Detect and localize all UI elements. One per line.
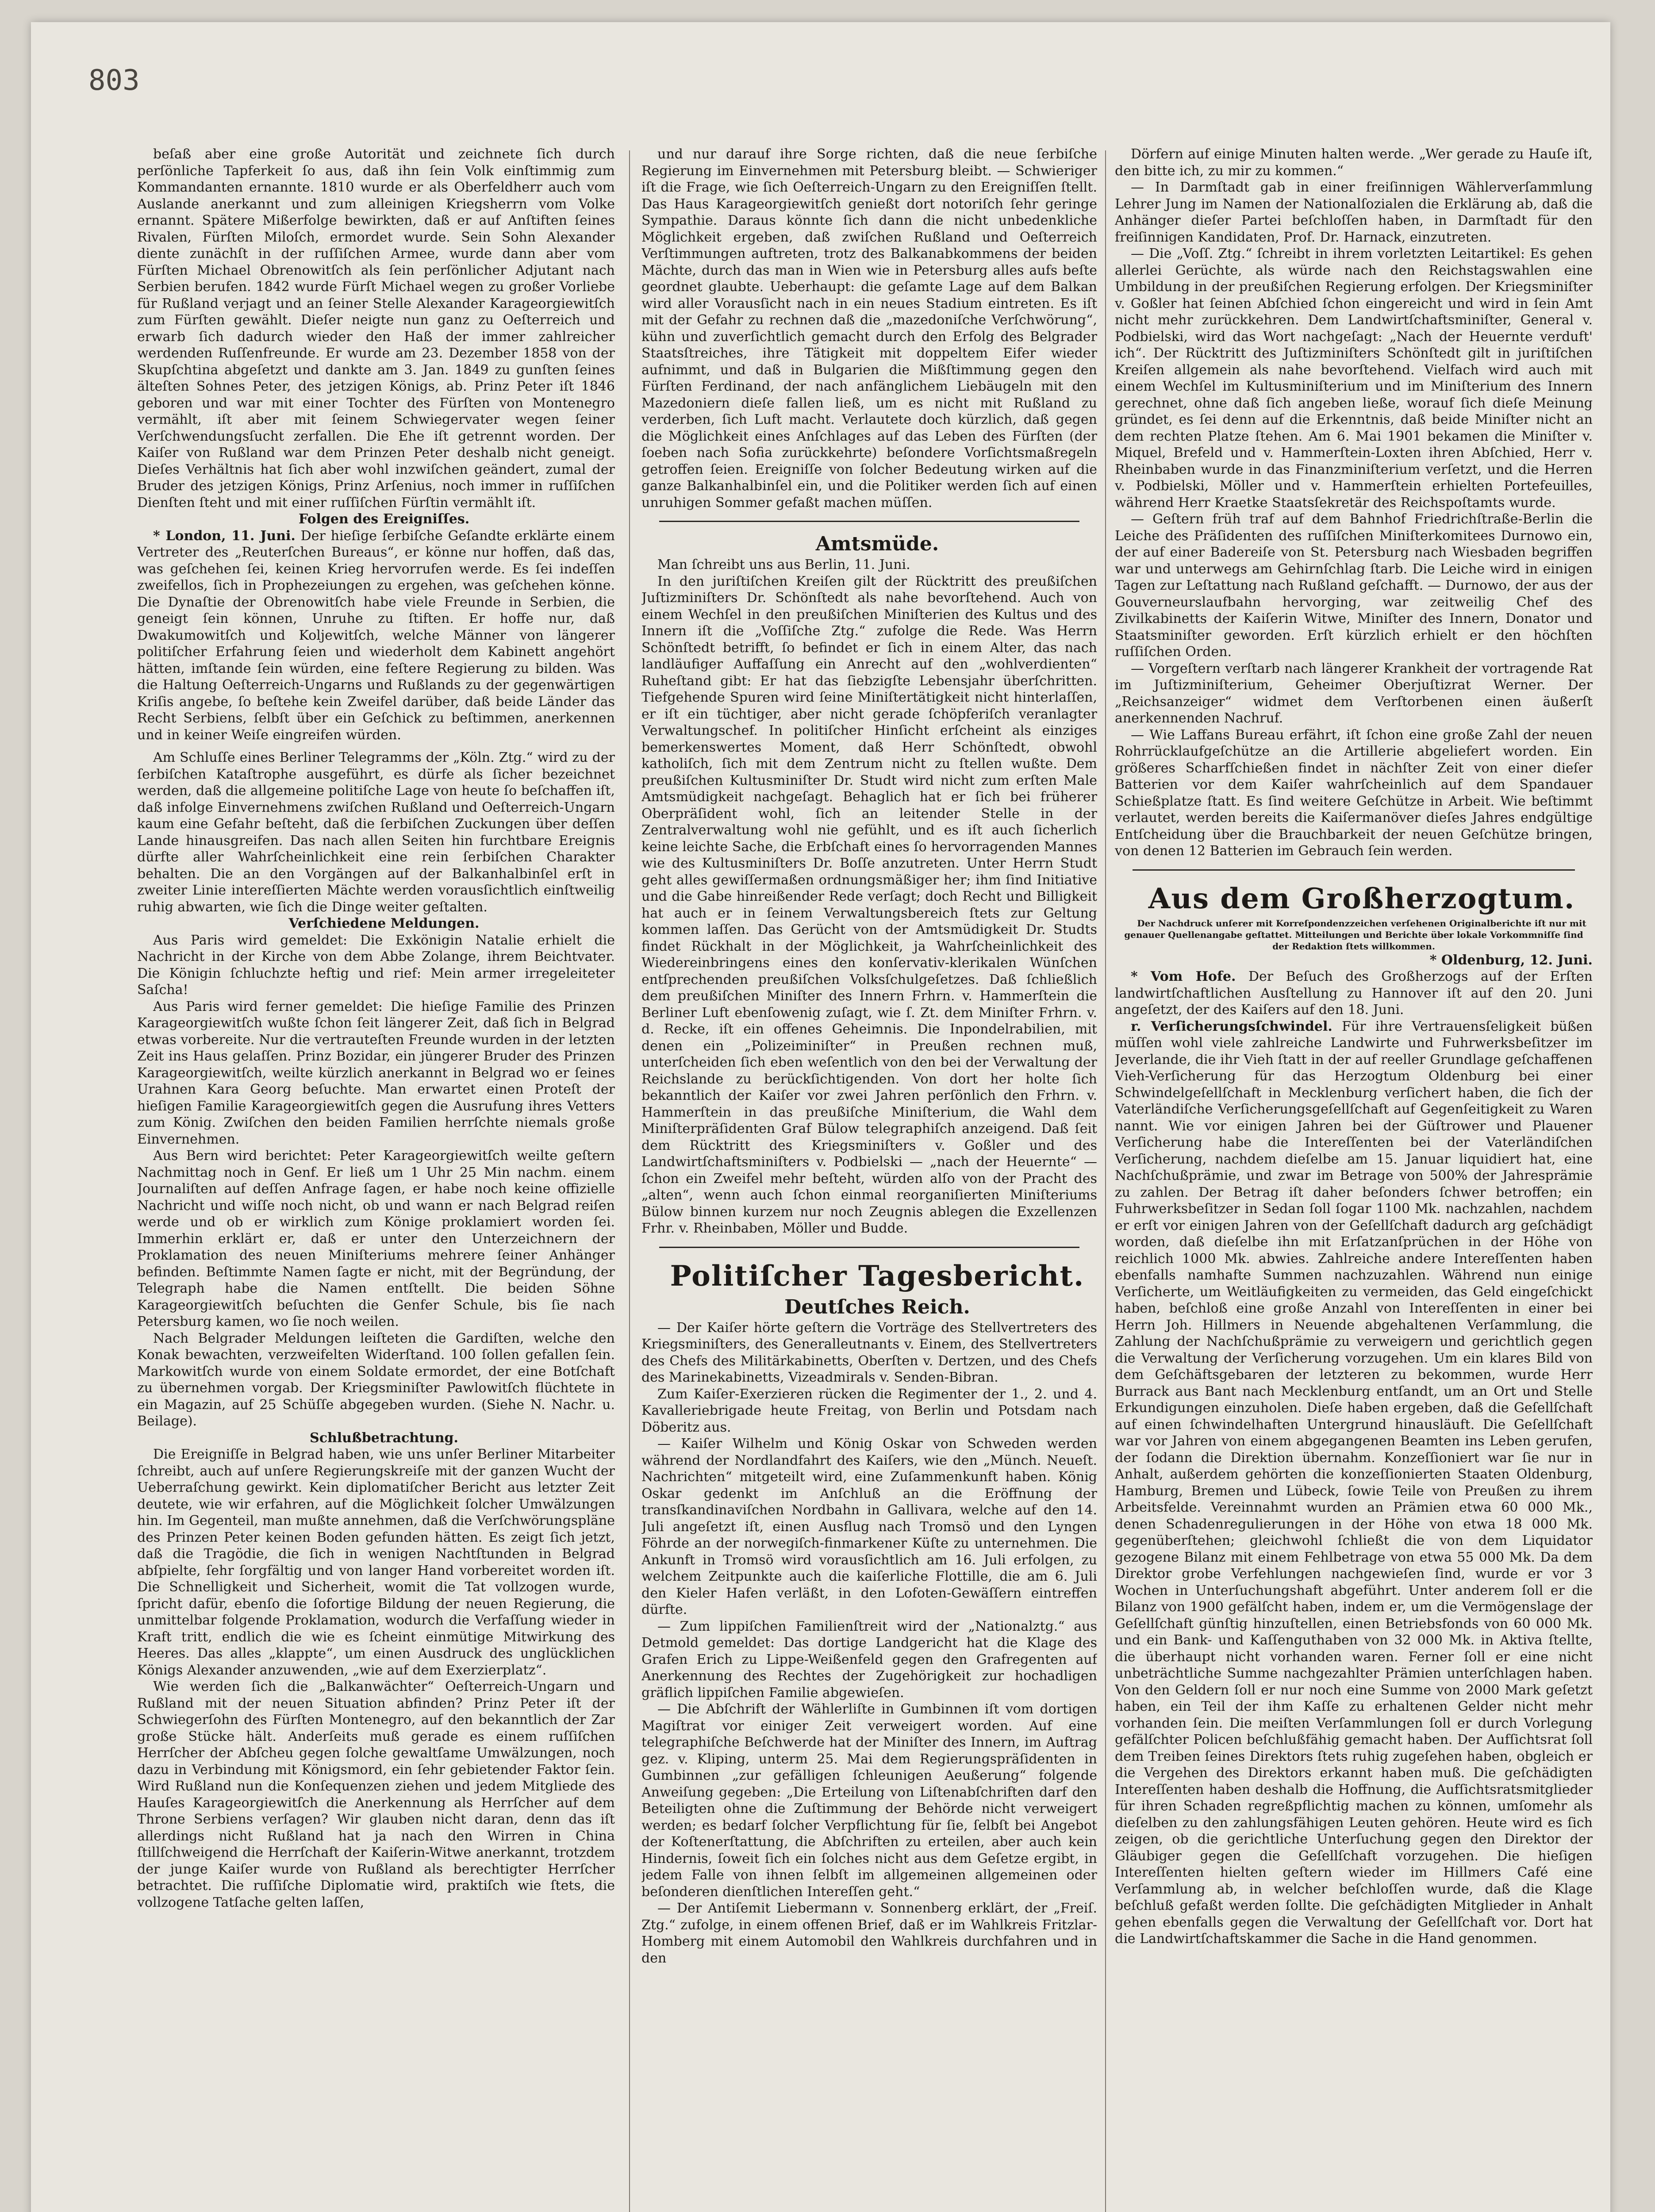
- section-subheading: Deutſches Reich.: [784, 1295, 970, 1318]
- article-paragraph: — Der Kaiſer hörte geſtern die Vorträge des Stellvertreters des Kriegsminiſters, des Generalleutnants v. Einem, des Stellvertreters des Chefs des Militärkabinetts, Oberſten v. Dertzen, und des Chefs des Marinekabinetts, Vizeadmirals v. Senden-Bibran.: [641, 1320, 1097, 1385]
- section-subheading: Folgen des Ereigniſſes.: [298, 511, 470, 527]
- section-rule: [659, 1247, 1079, 1248]
- article-paragraph: Am Schluſſe eines Berliner Telegramms der „Köln. Ztg.“ wird zu der ſerbiſchen Kataſtrophe ausgeführt, es dürfe als ſicher bezeichnet werden, daß die allgemeine politiſche Lage von heute ſo beſchaffen iſt, daß infolge Einvernehmens zwiſchen Rußland und Oeſterreich-Ungarn kaum eine Gefahr beſteht, daß die ſerbiſchen Zuckungen über deſſen Lande hinausgreifen. Das nach allen Seiten hin furchtbare Ereignis dürfte aller Wahrſcheinlichkeit eine rein ſerbiſchen Charakter behalten. Die an den Vorgängen auf der Balkanhalbinſel erſt in zweiter Linie intereſſierten Mächte werden vorausſichtlich einſtweilig ruhig abwarten, wie ſich die Dinge weiter geſtalten.: [137, 750, 615, 915]
- article-paragraph: [1115, 968, 1593, 1018]
- article-paragraph: Dörfern auf einige Minuten halten werde. „Wer gerade zu Hauſe iſt, den bitte ich, zu mir zu kommen.“: [1115, 146, 1593, 179]
- dateline: * London, 11. Juni.: [153, 528, 296, 544]
- article-paragraph: [137, 528, 615, 744]
- column-2: [641, 146, 1097, 2212]
- paragraph-text: Für ihre Vertrauensſeligkeit büßen müſſen wohl viele zahlreiche Landwirte und Fuhrwerksbeſitzer im Jeverlande, die ihr Vieh ſtatt in der auf reeller Grundlage geſchaffenen Vieh-Verſicherung für das Herzogtum Oldenburg bei einer Schwindelgeſellſchaft in Mecklenburg verſichert haben, die ſich der Vaterländiſche Verſicherungsgeſellſchaft auf Gegenſeitigkeit zu Waren nannt. Wie vor einigen Jahren bei der Güſtrower und Plauener Verſicherung habe die Intereſſenten bei der Vaterländiſchen Verſicherung, nachdem dieſelbe am 15. Januar liquidiert hat, eine Nachſchußprämie, und zwar im Betrage von 500% der Jahresprämie zu zahlen. Der Betrag iſt daher beſonders ſchwer betroffen; ein Fuhrwerksbeſitzer in Sedan ſoll ſogar 1100 Mk. nachzahlen, nachdem er erſt vor einigen Jahren von der Geſellſchaft dadurch arg geſchädigt worden, daß dieſelbe ihn mit Erſatzanſprüchen in der Höhe von reichlich 1000 Mk. abwies. Zahlreiche andere Intereſſenten haben ebenfalls namhafte Summen nachzuzahlen. Während nun einige Verſicherte, um Weitläufigkeiten zu vermeiden, das Geld eingeſchickt haben, beſchloß eine große Anzahl von Intereſſenten in einer bei Herrn Joh. Hillmers in Neuende abgehaltenen Verſammlung, die Zahlung der Nachſchußprämie zu verweigern und gerichtlich gegen die Verwaltung der Verſicherung vorzugehen. Um ein klares Bild von dem Geſchäftsgebaren der letzteren zu bekommen, wurde Herr Burrack aus Bant nach Mecklenburg entſandt, um an Ort und Stelle Erkundigungen einzuholen. Dieſe haben ergeben, daß die Geſellſchaft auf einen ſchwindelhaften Untergrund hinausläuft. Die Geſellſchaft war vor Jahren von einem abgegangenen Beamten ins Leben gerufen, der ſodann die Direktion übernahm. Konzeſſioniert war ſie nur in Anhalt, außerdem gehörten die konzeſſionierten Staaten Oldenburg, Hamburg, Bremen und Lübeck, ſowie Teile von Preußen zu ihrem Arbeitsfelde. Vereinnahmt wurden an Prämien etwa 60 000 Mk., denen Schadenregulierungen in der Höhe von etwa 18 000 Mk. gegenüberſtehen; gleichwohl ſchließt die von dem Liquidator gezogene Bilanz mit einem Fehlbetrage von etwa 55 000 Mk. Da dem Direktor grobe Verfehlungen nachgewieſen ſind, wurde er vor 3 Wochen in Unterſuchungshaft abgeführt. Unter anderem ſoll er die Bilanz von 1900 gefälſcht haben, indem er, um die Vermögenslage der Geſellſchaft günſtig hinzuſtellen, einen Betriebsfonds von 60 000 Mk. und ein Bank- und Kaſſenguthaben von 32 000 Mk. in Aktiva ſtellte, die überhaupt nicht vorhanden waren. Ferner ſoll er eine nicht unbeträchtliche Summe nachgezahlter Prämien unterſchlagen haben. Von den Geldern ſoll er nur noch eine Summe von 2000 Mark geſetzt haben, ein Teil der ihm Kaſſe zu erhaltenen Gelder nicht mehr vorhanden ſein. Die meiſten Verſammlungen ſoll er durch Vorlegung gefälſchter Policen beſchlußfähig gemacht haben. Der Aufſichtsrat ſoll dem Treiben ſeines Direktors ſtets ruhig zugeſehen haben, obgleich er die Vergehen des Direktors erkannt haben muß. Die geſchädigten Intereſſenten haben deshalb die Hoffnung, die Aufſichtsratsmitglieder für ihren Schaden regreßpflichtig machen zu können, umſomehr als dieſelben zu den zahlungsfähigen Leuten gehören. Heute wird es ſich zeigen, ob die gerichtliche Unterſuchung gegen den Direktor der Gläubiger gegen die Geſellſchaft vorzugehen. Die hieſigen Intereſſenten hielten geſtern wieder im Hillmers Café eine Verſammlung ab, in welcher beſchloſſen wurde, daß die Klage beſchluß gefaßt werden ſollte. Die geſchädigten Mitglieder in Anhalt gehen ebenfalls gegen die Verwaltung der Geſellſchaft vor. Dort hat die Landwirtſchaftskammer die Sache in die Hand genommen.: [1115, 1018, 1593, 1947]
- article-paragraph: Nach Belgrader Meldungen leiſteten die Gardiſten, welche den Konak bewachten, verzweifelten Widerſtand. 100 ſollen gefallen ſein. Markowitſch wurde von einem Soldate ermordet, der eine Botſchaft zu übernehmen vorgab. Der Kriegsminiſter Pawlowitſch flüchtete in ein Magazin, auf 25 Schüſſe abgegeben wurden. (Siehe N. Nachr. u. Beilage).: [137, 1330, 615, 1429]
- article-paragraph: — Zum lippiſchen Familienſtreit wird der „Nationalztg.“ aus Detmold gemeldet: Das dortige Landgericht hat die Klage des Grafen Erich zu Lippe-Weißenfeld gegen den Grafregenten auf Anerkennung des Rechtes der Zugehörigkeit zur hochadligen gräflich lippiſchen Familie abgewieſen.: [641, 1618, 1097, 1701]
- newspaper-page: [31, 22, 1610, 2212]
- reprint-notice: Der Nachdruck unſerer mit Korreſpondenzzeichen verſehenen Originalberichte iſt nur mit genauer Quellenangabe geſtattet. Mitteilungen und Berichte über lokale Vorkommniſſe ſind der Redaktion ſtets willkommen.: [1124, 918, 1586, 952]
- item-lead: * Vom Hofe.: [1131, 969, 1236, 984]
- paragraph-text: Der Beſuch des Großherzogs auf der Erſten landwirtſchaftlichen Ausſtellung zu Hannover iſt auf den 20. Juni angeſetzt, der des Kaiſers auf den 18. Juni.: [1115, 969, 1593, 1018]
- section-subheading: Schlußbetrachtung.: [310, 1430, 458, 1446]
- article-paragraph: — Die Abſchrift der Wählerliſte in Gumbinnen iſt vom dortigen Magiſtrat vor einiger Zeit verweigert worden. Auf eine telegraphiſche Beſchwerde hat der Miniſter des Innern, im Auftrag gez. v. Kliping, unterm 25. Mai dem Regierungspräſidenten in Gumbinnen „zur gefälligen ſchleunigen Aeußerung“ folgende Anweiſung gegeben: „Die Erteilung von Liſtenabſchriften darf den Beteiligten ohne die Zuſtimmung der Behörde nicht verweigert werden; es bedarf ſolcher Verpflichtung für ſie, ſelbſt bei Angebot der Koſtenerſtattung, die Abſchriften zu erteilen, aber auch kein Hindernis, ſoweit ſich ein ſolches nicht aus dem Geſetze ergibt, in jedem Falle von ihnen ſelbſt im allgemeinen allgemeinen oder beſonderen dienſtlichen Intereſſen geht.“: [641, 1701, 1097, 1900]
- section-headline: Politiſcher Tagesbericht.: [670, 1259, 1085, 1293]
- column-3: [1115, 146, 1593, 2212]
- article-paragraph: Man ſchreibt uns aus Berlin, 11. Juni.: [657, 557, 910, 572]
- article-paragraph: — In Darmſtadt gab in einer freiſinnigen Wählerverſammlung Lehrer Jung im Namen der Nationalſozialen die Erklärung ab, daß die Anhänger dieſer Partei beſchloſſen haben, in Darmſtadt für den freiſinnigen Kandidaten, Prof. Dr. Harnack, einzutreten.: [1115, 180, 1593, 245]
- paragraph-text: Der hieſige ſerbiſche Geſandte erklärte einem Vertreter des „Reuterſchen Bureaus“, er könne nur hoffen, daß das, was geſchehen ſei, keinen Krieg hervorrufen werde. Es ſei indeſſen zweifellos, ſich in Prophezeiungen zu ergehen, was geſchehen könne. Die Dynaſtie der Obrenowitſch habe viele Freunde in Serbien, die geneigt ſein können, Unruhe zu ſtiften. Er hoffe nur, daß Dwakumowitſch und Koljewitſch, welche Männer von längerer politiſcher Erfahrung ſeien und wiederholt dem Kabinett angehört hätten, imſtande ſein würden, eine feſtere Regierung zu bilden. Was die Haltung Oeſterreich-Ungarns und Rußlands zu der gegenwärtigen Kriſis angebe, ſo beſtehe kein Zweifel darüber, daß beide Länder das Recht Serbiens, ſelbſt über ein Geſchick zu beſtimmen, anerkennen und in keiner Weiſe eingreifen würden.: [137, 528, 615, 743]
- article-paragraph: — Geſtern früh traf auf dem Bahnhof Friedrichſtraße-Berlin die Leiche des Präſidenten des ruſſiſchen Miniſterkomitees Durnowo ein, der auf einer Badereiſe von St. Petersburg nach Wiesbaden begriffen war und unterwegs am Gehirnſchlag ſtarb. Die Leiche wird in einigen Tagen zur Leſtattung nach Rußland geſchafft. — Durnowo, der aus der Gouverneurslaufbahn hervorging, war zeitweilig Chef des Zivilkabinetts der Kaiſerin Witwe, Miniſter des Innern, Donator und Staatsminiſter geworden. Erſt kürzlich erhielt er den höchſten ruſſiſchen Orden.: [1115, 511, 1593, 660]
- section-subheading: Verſchiedene Meldungen.: [288, 916, 480, 931]
- section-rule: [1133, 869, 1575, 871]
- page-number: 803: [88, 64, 140, 97]
- article-paragraph: — Kaiſer Wilhelm und König Oskar von Schweden werden während der Nordlandfahrt des Kaiſers, wie den „Münch. Neueſt. Nachrichten“ mitgeteilt wird, eine Zuſammenkunft haben. König Oskar gedenkt im Anſchluß an die Eröffnung der transſkandinaviſchen Nordbahn in Gallivara, welche auf den 14. Juli angeſetzt iſt, einen Ausflug nach Tromsö und den Lyngen Föhrde an der norwegiſch-finmarkener Küſte zu unternehmen. Die Ankunft in Tromsö wird vorausſichtlich am 16. Juli erfolgen, zu welchem Zeitpunkte auch die kaiſerliche Flottille, die am 6. Juli den Kieler Hafen verläßt, in den Lofoten-Gewäſſern eintreffen dürfte.: [641, 1436, 1097, 1617]
- column-divider: [629, 150, 630, 2212]
- section-headline: Aus dem Großherzogtum.: [1148, 882, 1575, 915]
- article-paragraph: In den juriſtiſchen Kreiſen gilt der Rücktritt des preußiſchen Juſtizminiſters Dr. Schönſtedt als nahe bevorſtehend. Auch von einem Wechſel in den preußiſchen Miniſterien des Kultus und des Innern iſt die „Voſſiſche Ztg.“ zufolge die Rede. Was Herrn Schönſtedt betrifft, ſo befindet er ſich in einem Alter, das nach landläufiger Auffaſſung ein Anrecht auf den „wohlverdienten“ Ruheſtand gibt: Er hat das ſiebzigſte Lebensjahr überſchritten. Tiefgehende Spuren wird ſeine Miniſtertätigkeit nicht hinterlaſſen, er iſt ein tüchtiger, aber nicht gerade ſchöpferiſch veranlagter Verwaltungschef. In politiſcher Hinſicht erſcheint als einziges bemerkenswertes Moment, daß Herr Schönſtedt, obwohl katholiſch, ſich mit dem Zentrum nicht zu ſtellen wußte. Dem preußiſchen Kultusminiſter Dr. Studt wird nicht zum erſten Male Amtsmüdigkeit nachgeſagt. Behaglich hat er ſich bei früherer Oberpräſident wohl, ſich an leitender Stelle in der Zentralverwaltung wohl nie gefühlt, und es iſt auch ſicherlich keine leichte Sache, die Erbſchaft eines ſo hervorragenden Mannes wie des Kultusminiſters Dr. Boſſe anzutreten. Unter Herrn Studt geht alles gewiſſermaßen ordnungsmäßiger her; ihm ſind Initiative und die Gabe hinreißender Rede verſagt; doch Recht und Billigkeit hat auch er in ſeinem Verwaltungsbereich ſtets zur Geltung kommen laſſen. Das Gerücht von der Amtsmüdigkeit Dr. Studts findet Rückhalt in der Möglichkeit, ja Wahrſcheinlichkeit des Wiedereinbringens eines den konſervativ-klerikalen Wünſchen entſprechenden preußiſchen Volksſchulgeſetzes. Daß ſchließlich dem preußiſchen Miniſter des Innern Frhrn. v. Hammerſtein die Berliner Luft ebenſowenig zuſagt, wie ſ. Zt. dem Miniſter Frhrn. v. d. Recke, iſt ein offenes Geheimnis. Die Inpondelrabilien, mit denen ein „Polizeiminiſter“ in Preußen rechnen muß, unterſcheiden ſich eben weſentlich von den bei der Verwaltung der Reichslande zu berückſichtigenden. Von dort her holte ſich bekanntlich der Kaiſer vor zwei Jahren perſönlich den Frhrn. v. Hammerſtein in das preußiſche Miniſterium, die Wahl dem Miniſterpräſidenten Graf Bülow telegraphiſch anzeigend. Daß ſeit dem Rücktritt des Kriegsminiſters v. Goßler und des Landwirtſchaftsminiſters v. Podbielski — „nach der Heuernte“ — ſchon ein Zweifel mehr beſteht, würden alſo von der Pracht des „alten“, wenn auch ſchon einmal reorganiſierten Miniſteriums Bülow binnen kurzem nur noch Zeugnis ablegen die Exzellenzen Frhr. v. Rheinbaben, Möller und Budde.: [641, 573, 1097, 1236]
- article-paragraph: Aus Bern wird berichtet: Peter Karageorgiewitſch weilte geſtern Nachmittag noch in Genf. Er ließ um 1 Uhr 25 Min nachm. einem Journaliſten auf deſſen Anfrage ſagen, er habe noch keine offizielle Nachricht und wiſſe noch nicht, ob und wann er nach Belgrad reiſen werde und ob er wirklich zum Könige proklamiert worden ſei. Immerhin erklärt er, daß er unter den Unterzeichnern der Proklamation des neuen Miniſteriums mehrere ſeiner Anhänger befinden. Beſtimmte Namen ſagte er nicht, mit der Begründung, der Telegraph habe die Namen entſtellt. Die beiden Söhne Karageorgiewitſch beſuchten die Genfer Schule, bis ſie nach Petersburg kamen, wo ſie noch weilen.: [137, 1148, 615, 1329]
- article-paragraph: — Der Antiſemit Liebermann v. Sonnenberg erklärt, der „Freiſ. Ztg.“ zufolge, in einem offenen Brief, daß er im Wahlkreis Fritzlar-Homberg mit einem Automobil den Wahlkreis durchfahren und in den: [641, 1901, 1097, 1966]
- article-paragraph: — Wie Laffans Bureau erfährt, iſt ſchon eine große Zahl der neuen Rohrrücklaufgeſchütze an die Artillerie abgeliefert worden. Ein größeres Scharfſchießen findet in nächſter Zeit von einer dieſer Batterien vor dem Kaiſer wahrſcheinlich auf dem Spandauer Schießplatze ſtatt. Es ſind weitere Geſchütze in Arbeit. Wie beſtimmt verlautet, werden bereits die Kaiſermanöver dieſes Jahres endgültige Entſcheidung über die Brauchbarkeit der neuen Geſchütze bringen, von denen 12 Batterien im Gebrauch ſein werden.: [1115, 727, 1593, 859]
- item-lead: r. Verſicherungsſchwindel.: [1131, 1018, 1332, 1034]
- column-divider: [1105, 150, 1106, 2212]
- section-rule: [659, 521, 1079, 522]
- article-paragraph: beſaß aber eine große Autorität und zeichnete ſich durch perſönliche Tapferkeit ſo aus, daß ihn ſein Volk einſtimmig zum Kommandanten ernannte. 1810 wurde er als Oberfeldherr auch vom Auslande anerkannt und zum alleinigen Kriegsherrn vom Volke ernannt. Spätere Mißerfolge bewirkten, daß er auf Anſtiften ſeines Rivalen, Fürſten Miloſch, ermordet wurde. Sein Sohn Alexander diente zunächſt in der ruſſiſchen Armee, wurde dann aber vom Fürſten Michael Obrenowitſch als ſein perſönlicher Adjutant nach Serbien berufen. 1842 wurde Fürſt Michael wegen zu großer Vorliebe für Rußland verjagt und an ſeiner Stelle Alexander Karageorgiewitſch zum Fürſten gewählt. Dieſer neigte nun ganz zu Oeſterreich und erwarb ſich dadurch wieder den Haß der immer zahlreicher werdenden Ruſſenfreunde. Er wurde am 23. Dezember 1858 von der Skupſchtina abgeſetzt und dankte am 3. Jan. 1849 zu gunſten ſeines älteſten Sohnes Peter, des jetzigen Königs, ab. Prinz Peter iſt 1846 geboren und war mit einer Tochter des Fürſten von Montenegro vermählt, iſt aber mit ſeinem Schwiegervater wegen ſeiner Verſchwendungsſucht zerfallen. Die Ehe iſt getrennt worden. Der Kaiſer von Rußland war dem Prinzen Peter deshalb nicht geneigt. Dieſes Verhältnis hat ſich aber wohl inzwiſchen geändert, zumal der Bruder des jetzigen Königs, Prinz Arſenius, noch immer in ruſſiſchen Dienſten ſteht und mit einer ruſſiſchen Fürſtin vermählt iſt.: [137, 146, 615, 511]
- article-paragraph: Aus Paris wird gemeldet: Die Exkönigin Natalie erhielt die Nachricht in der Kirche von dem Abbe Zolange, ihrem Beichtvater. Die Königin ſchluchzte heftig und rief: Mein armer irregeleiteter Saſcha!: [137, 932, 615, 998]
- article-paragraph: Die Ereigniſſe in Belgrad haben, wie uns unſer Berliner Mitarbeiter ſchreibt, auch auf unſere Regierungskreiſe mit der ganzen Wucht der Ueberraſchung gewirkt. Kein diplomatiſcher Bericht aus letzter Zeit deutete, wie wir erfahren, auf die Möglichkeit ſolcher Umwälzungen hin. Im Gegenteil, man mußte annehmen, daß die Verſchwörungspläne des Prinzen Peter keinen Boden gefunden hätten. Es zeigt ſich jetzt, daß die Tragödie, die ſich in wenigen Nachtſtunden in Belgrad abſpielte, ſehr ſorgfältig und von langer Hand vorbereitet worden iſt. Die Schnelligkeit und Sicherheit, womit die Tat vollzogen wurde, ſpricht dafür, ebenſo die ſofortige Bildung der neuen Regierung, die unmittelbar folgende Proklamation, wodurch die Verfaſſung wieder in Kraft tritt, endlich die wie es ſcheint einmütige Mitwirkung des Heeres. Das alles „klappte“, um einen Ausdruck des unglücklichen Königs Alexander anzuwenden, „wie auf dem Exerzierplatz“.: [137, 1447, 615, 1678]
- article-paragraph: — Vorgeſtern verſtarb nach längerer Krankheit der vortragende Rat im Juſtizminiſterium, Geheimer Oberjuſtizrat Werner. Der „Reichsanzeiger“ widmet dem Verſtorbenen einen äußerſt anerkennenden Nachruf.: [1115, 661, 1593, 726]
- dateline: * Oldenburg, 12. Juni.: [1429, 952, 1593, 968]
- article-paragraph: Zum Kaiſer-Exerzieren rücken die Regimenter der 1., 2. und 4. Kavalleriebrigade heute Freitag, von Berlin und Potsdam nach Döberitz aus.: [641, 1386, 1097, 1435]
- column-1: [137, 146, 615, 2212]
- article-paragraph: [1115, 1018, 1593, 1947]
- article-paragraph: Aus Paris wird ferner gemeldet: Die hieſige Familie des Prinzen Karageorgiewitſch wußte ſchon ſeit längerer Zeit, daß ſich in Belgrad etwas vorbereite. Nur die vertrauteſten Freunde wurden in der letzten Zeit ins Haus gelaſſen. Prinz Bozidar, ein jüngerer Bruder des Prinzen Karageorgiewitſch, weilte kürzlich anerkannt in Belgrad wo er ſeines Urahnen Kara Georg beſuchte. Man erwartet einen Proteſt der hieſigen Familie Karageorgiewitſch gegen die Ausrufung ihres Vetters zum König. Zwiſchen den beiden Familien herrſchte niemals große Einvernehmen.: [137, 998, 615, 1147]
- article-paragraph: und nur darauf ihre Sorge richten, daß die neue ſerbiſche Regierung im Einvernehmen mit Petersburg bleibt. — Schwieriger iſt die Frage, wie ſich Oeſterreich-Ungarn zu den Ereigniſſen ſtellt. Das Haus Karageorgiewitſch genießt dort notoriſch ſehr geringe Sympathie. Daraus könnte ſich dann die nicht unbedenkliche Möglichkeit ergeben, daß zwiſchen Rußland und Oeſterreich Verſtimmungen auftreten, trotz des Balkanabkommens der beiden Mächte, durch das man in Wien wie in Petersburg alles aufs beſte geordnet glaubte. Ueberhaupt: die geſamte Lage auf dem Balkan wird aller Vorausſicht nach in ein neues Stadium eintreten. Es iſt mit der Gefahr zu rechnen daß die „mazedoniſche Verſchwörung“, kühn und zuverſichtlich gemacht durch den Erfolg des Belgrader Staatsſtreiches, ihre Tätigkeit mit doppeltem Eifer wieder aufnimmt, und daß in Bulgarien die Mißſtimmung gegen den Fürſten Ferdinand, der nach anfänglichem Liebäugeln mit den Mazedoniern dieſe fallen ließ, um es nicht mit Rußland zu verderben, ſich Luft macht. Verlautete doch kürzlich, daß gegen die Möglichkeit eines Anſchlages auf das Leben des Fürſten (der ſoeben nach Sofia zurückkehrte) beſondere Vorſichtsmaßregeln getroffen ſeien. Ereigniſſe von ſolcher Bedeutung wirken auf die ganze Balkanhalbinſel ein, und die Politiker werden ſich auf einen unruhigen Sommer gefaßt machen müſſen.: [641, 146, 1097, 511]
- article-paragraph: — Die „Voſſ. Ztg.“ ſchreibt in ihrem vorletzten Leitartikel: Es gehen allerlei Gerüchte, als würde nach den Reichstagswahlen eine Umbildung in der preußiſchen Regierung erfolgen. Der Kriegsminiſter v. Goßler hat ſeinen Abſchied ſchon eingereicht und wird in ſein Amt nicht mehr zurückkehren. Dem Landwirtſchaftsminiſter, General v. Podbielski, wird das Wort nachgeſagt: „Nach der Heuernte verduft' ich“. Der Rücktritt des Juſtizminiſters Schönſtedt gilt in juriſtiſchen Kreiſen allgemein als nahe bevorſtehend. Vielfach wird auch mit einem Wechſel im Kultusminiſterium und im Miniſterium des Innern gerechnet, ohne daß ſich angeben ließe, worauf ſich dieſe Meinung gründet, es ſei denn auf die Erkenntnis, daß beide Miniſter nicht an dem rechten Platze ſtehen. Am 6. Mai 1901 bekamen die Miniſter v. Miquel, Brefeld und v. Hammerſtein-Loxten ihren Abſchied, Herr v. Rheinbaben wurde in das Finanzminiſterium verſetzt, und die Herren v. Podbielski, Möller und v. Hammerſtein erhielten Portefeuilles, während Herr Kraetke Staatsſekretär des Reichspoſtamts wurde.: [1115, 246, 1593, 511]
- article-paragraph: Wie werden ſich die „Balkanwächter“ Oeſterreich-Ungarn und Rußland mit der neuen Situation abfinden? Prinz Peter iſt der Schwiegerſohn des Fürſten Montenegro, auf den bekanntlich der Zar große Stücke hält. Anderſeits muß gerade es einem ruſſiſchen Herrſcher der Abſcheu gegen ſolche gewaltſame Umwälzungen, noch dazu in Verbindung mit Königsmord, ein ſehr gebietender Faktor ſein. Wird Rußland nun die Konſequenzen ziehen und jedem Mitgliede des Hauſes Karageorgiewitſch die Anerkennung als Herrſcher auf dem Throne Serbiens verſagen? Wir glauben nicht daran, denn das iſt allerdings nicht Rußland hat ja nach den Wirren in China ſtillſchweigend die Herrſchaft der Kaiſerin-Witwe anerkannt, trotzdem der junge Kaiſer wurde von Rußland als berechtigter Herrſcher betrachtet. Die ruſſiſche Diplomatie wird, praktiſch wie ſtets, die vollzogene Tatſache gelten laſſen,: [137, 1679, 615, 1910]
- article-headline: Amtsmüde.: [815, 533, 939, 555]
